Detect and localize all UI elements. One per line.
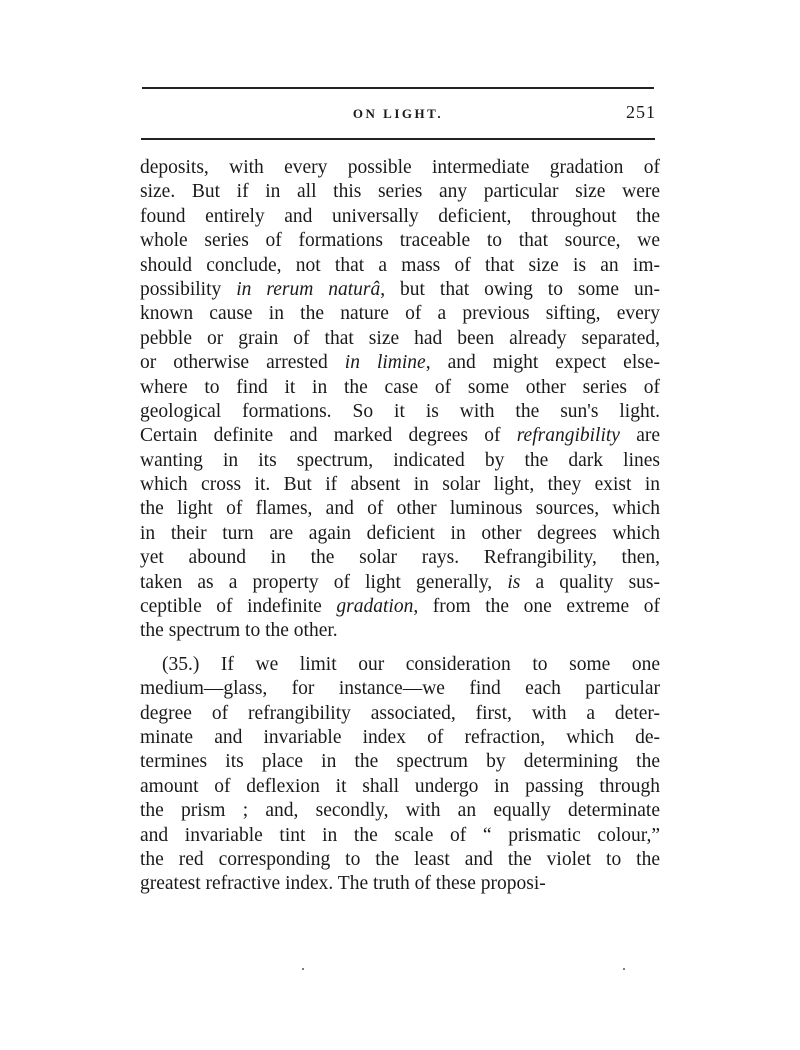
text-run: , from the one extreme of [413,596,661,618]
text-run: size. But if in all this series any particular size were [140,181,660,203]
italic-phrase: is [507,571,521,593]
text-line [140,205,660,229]
text-run: whole series of formations traceable to that source, we [140,230,660,252]
text-run: found entirely and universally deficient, throughout the [140,205,660,227]
text-run: known cause in the nature of a previous sifting, every [140,303,660,325]
text-run: the red corresponding to the least and the violet to the [140,848,660,870]
text-line [140,702,660,726]
text-line [140,750,660,774]
text-run: medium—glass, for instance—we find each particular [140,678,660,700]
text-line [140,595,660,619]
text-line [140,449,660,473]
italic-phrase: in limine [344,352,426,374]
text-run: deposits, with every possible intermediate gradation of [140,157,660,178]
scan-speck [623,968,625,970]
text-line [140,677,660,701]
text-run: which cross it. But if absent in solar light, they exist in [140,474,660,496]
header-rule-top [142,87,654,89]
text-line [140,229,660,253]
text-line [140,424,660,448]
text-line [140,180,660,204]
text-run: wanting in its spectrum, indicated by the dark lines [140,449,660,471]
text-run: and invariable tint in the scale of “ prismatic colour,” [140,824,660,846]
italic-phrase: in rerum naturâ [236,278,381,300]
text-run: (35.) If we limit our consideration to some one [162,653,660,675]
text-run: minate and invariable index of refraction, which de- [140,726,660,748]
page-header [140,102,656,130]
text-line [140,278,660,302]
text-run: pebble or grain of that size had been already separated, [140,327,660,349]
body-text [140,156,660,897]
text-run: are [619,425,660,447]
text-run: degree of refrangibility associated, first, with a deter- [140,702,660,724]
text-run: where to find it in the case of some other series of [140,376,660,398]
paragraph [140,156,660,644]
text-line [140,775,660,799]
text-run: amount of deflexion it shall undergo in passing through [140,775,660,797]
text-line [140,848,660,872]
text-line [140,546,660,570]
text-line [140,156,660,180]
text-line [140,653,660,677]
text-line [140,726,660,750]
text-line [140,619,660,643]
text-run: ceptible of indefinite [140,596,337,618]
scan-speck [302,968,304,970]
text-run: a quality sus- [520,571,660,593]
text-run: in their turn are again deficient in other degrees which [140,522,660,544]
text-run: possibility [140,278,237,300]
text-line [140,872,660,896]
text-run: , but that owing to some un- [380,278,660,300]
text-run: , and might expect else- [425,352,660,374]
header-rule-bottom [141,138,655,140]
text-run: should conclude, not that a mass of that size is an im- [140,254,660,276]
page-number: 251 [626,102,656,122]
text-line [140,376,660,400]
text-run: the light of flames, and of other luminous sources, which [140,498,660,520]
text-run: geological formations. So it is with the sun's light. [140,400,660,422]
text-line [140,497,660,521]
text-run: the spectrum to the other. [140,620,338,642]
text-line [140,254,660,278]
text-line [140,351,660,375]
italic-phrase: gradation [336,596,414,618]
paragraph [140,653,660,897]
text-line [140,571,660,595]
text-run: termines its place in the spectrum by determining the [140,751,660,773]
text-line [140,799,660,823]
text-run: yet abound in the solar rays. Refrangibility, then, [140,547,660,569]
text-line [140,473,660,497]
text-line [140,824,660,848]
text-line [140,522,660,546]
text-line [140,327,660,351]
text-run: or otherwise arrested [140,352,345,374]
text-run: taken as a property of light generally, [140,571,508,593]
text-line [140,302,660,326]
italic-phrase: refrangibility [516,425,620,447]
text-line [140,400,660,424]
running-title: ON LIGHT. [352,106,444,121]
text-run: Certain definite and marked degrees of [140,425,517,447]
text-run: greatest refractive index. The truth of these proposi- [140,873,546,895]
text-run: the prism ; and, secondly, with an equally determinate [140,800,660,822]
